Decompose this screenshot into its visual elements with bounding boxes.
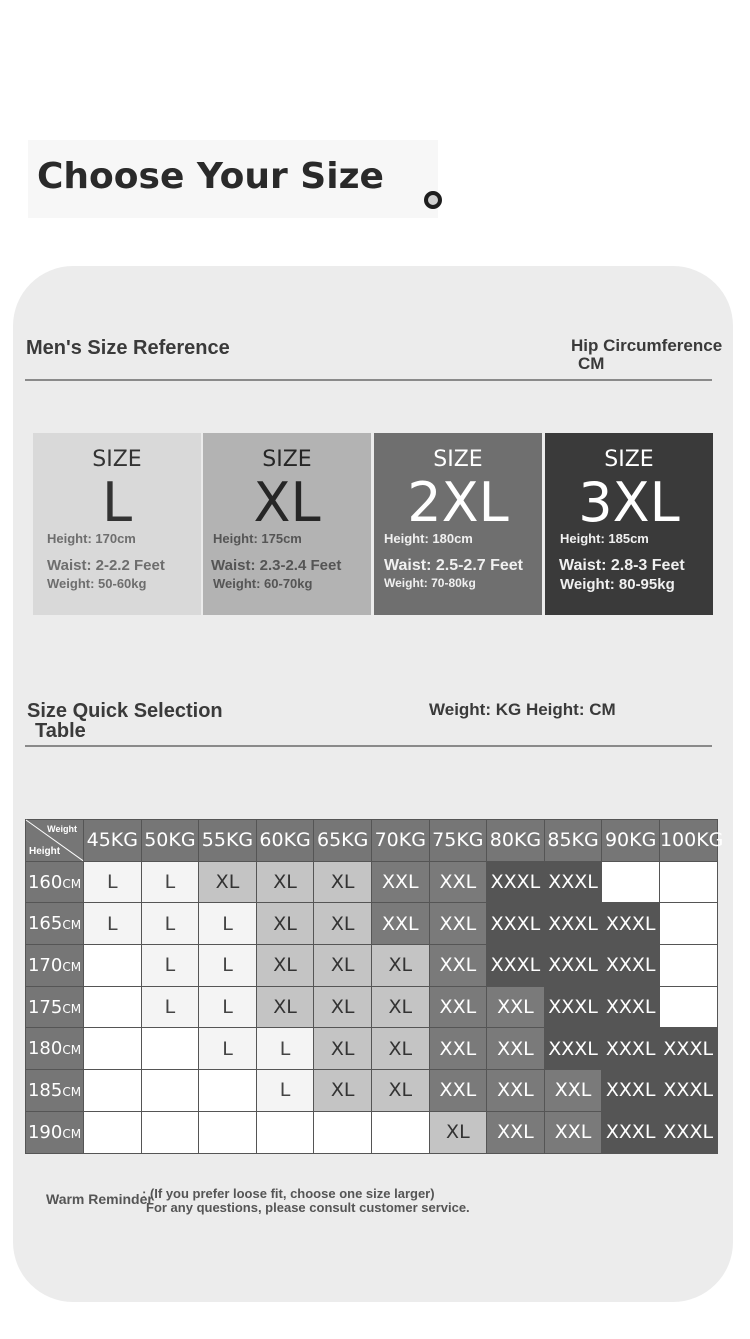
size-cell: XXXL	[544, 903, 602, 945]
size-cell: XXXL	[602, 1111, 660, 1153]
weight-column-header: 100KG	[659, 820, 717, 862]
weight-column-header: 80KG	[487, 820, 545, 862]
size-cell	[141, 1028, 199, 1070]
quick-heading-line2: Table	[35, 720, 86, 742]
size-cell: XXXL	[487, 903, 545, 945]
size-code: L	[101, 471, 133, 534]
size-cell: XXXL	[544, 945, 602, 987]
size-cell: L	[256, 1028, 314, 1070]
hip-circumference-label: Hip Circumference	[571, 336, 723, 355]
size-cell: XXL	[429, 945, 487, 987]
size-code: 2XL	[407, 471, 509, 534]
size-cell: XL	[429, 1111, 487, 1153]
size-cell: L	[199, 903, 257, 945]
size-cell	[659, 861, 717, 903]
height-row-header	[26, 1111, 84, 1153]
reference-divider	[25, 379, 712, 381]
height-unit: CM	[62, 959, 82, 974]
size-cell: XXL	[429, 1028, 487, 1070]
size-cell: XL	[256, 861, 314, 903]
weight-column-header: 90KG	[602, 820, 660, 862]
table-body	[26, 861, 718, 1153]
corner-height-label: Height	[29, 845, 61, 857]
height-row-header	[26, 1070, 84, 1112]
size-cell	[84, 1070, 142, 1112]
size-cell: XL	[256, 986, 314, 1028]
warm-reminder-label: Warm Reminder	[46, 1191, 153, 1207]
size-cell	[141, 1070, 199, 1112]
table-corner	[26, 820, 84, 862]
size-cell: XXL	[544, 1111, 602, 1153]
height-value: 170	[27, 954, 63, 976]
size-cell: L	[199, 945, 257, 987]
size-cell: XXL	[544, 1070, 602, 1112]
size-cell	[659, 903, 717, 945]
size-weight: Weight: 80-95kg	[560, 576, 675, 593]
size-weight: Weight: 50-60kg	[47, 576, 147, 591]
size-cell: XXXL	[487, 945, 545, 987]
size-cell: XL	[314, 861, 372, 903]
size-cell	[84, 986, 142, 1028]
quick-heading: Size Quick Selection	[27, 700, 223, 722]
height-unit: CM	[62, 1001, 82, 1016]
height-value: 160	[27, 871, 63, 893]
size-cell: XXXL	[602, 986, 660, 1028]
size-cell: XXL	[429, 1070, 487, 1112]
size-cell: XL	[314, 1070, 372, 1112]
size-card-xl	[203, 433, 371, 615]
height-value: 175	[27, 996, 63, 1018]
weight-column-header: 50KG	[141, 820, 199, 862]
size-waist: Waist: 2.5-2.7 Feet	[384, 557, 524, 574]
size-cell	[199, 1111, 257, 1153]
size-card-l	[33, 433, 201, 615]
height-unit: CM	[62, 918, 82, 933]
size-cell	[659, 945, 717, 987]
size-waist: Waist: 2.8-3 Feet	[559, 557, 685, 574]
table-row	[26, 945, 718, 987]
table-row	[26, 903, 718, 945]
size-word: SIZE	[92, 447, 142, 472]
size-cell: XXXL	[544, 861, 602, 903]
size-cell	[659, 986, 717, 1028]
corner-weight-label: Weight	[47, 824, 77, 834]
size-cell: XXXL	[602, 903, 660, 945]
size-cell: L	[256, 1070, 314, 1112]
size-code: 3XL	[578, 471, 680, 534]
height-unit: CM	[62, 876, 82, 891]
height-row-header	[26, 986, 84, 1028]
height-row-header	[26, 1028, 84, 1070]
size-height: Height: 185cm	[560, 531, 649, 546]
size-cell: L	[141, 861, 199, 903]
size-cell: XXL	[371, 861, 429, 903]
size-word: SIZE	[262, 447, 312, 472]
warm-reminder-contact: For any questions, please consult customer service.	[146, 1200, 470, 1215]
size-cell: XL	[371, 945, 429, 987]
table-row	[26, 986, 718, 1028]
size-cell	[371, 1111, 429, 1153]
size-cell	[84, 945, 142, 987]
size-height: Height: 170cm	[47, 531, 136, 546]
height-value: 190	[27, 1121, 63, 1143]
size-cell: XXXL	[487, 861, 545, 903]
warm-reminder-text: : (If you prefer loose fit, choose one size larger)	[142, 1186, 435, 1201]
size-cell	[141, 1111, 199, 1153]
size-cell: L	[199, 1028, 257, 1070]
size-cell: XL	[314, 945, 372, 987]
size-cell: XL	[371, 986, 429, 1028]
weight-column-header: 75KG	[429, 820, 487, 862]
table-row	[26, 1111, 718, 1153]
size-cell: XXL	[371, 903, 429, 945]
reference-heading: Men's Size Reference	[26, 337, 230, 359]
size-cell	[199, 1070, 257, 1112]
size-cell	[602, 861, 660, 903]
weight-column-header: 65KG	[314, 820, 372, 862]
size-cell: XL	[256, 903, 314, 945]
height-unit: CM	[62, 1043, 82, 1058]
weight-column-header: 70KG	[371, 820, 429, 862]
size-waist: Waist: 2.3-2.4 Feet	[211, 557, 342, 574]
size-cell: L	[141, 945, 199, 987]
size-cell	[84, 1111, 142, 1153]
size-cell: XXL	[487, 986, 545, 1028]
size-card-3xl	[545, 433, 713, 615]
quick-divider	[25, 745, 712, 747]
table-row	[26, 1070, 718, 1112]
size-selection-table	[25, 819, 724, 1154]
size-cell: L	[141, 903, 199, 945]
size-cell: XXXL	[602, 1070, 660, 1112]
height-row-header	[26, 945, 84, 987]
size-cell: XXXL	[544, 986, 602, 1028]
height-value: 185	[27, 1079, 63, 1101]
size-cell: L	[199, 986, 257, 1028]
size-cell: XL	[314, 903, 372, 945]
height-value: 165	[27, 913, 63, 935]
size-height: Height: 175cm	[213, 531, 302, 546]
weight-column-header: 55KG	[199, 820, 257, 862]
size-cell: XXXL	[659, 1028, 717, 1070]
height-value: 180	[27, 1038, 63, 1060]
height-unit: CM	[62, 1084, 82, 1099]
hip-unit-label: CM	[578, 354, 605, 373]
units-label: Weight: KG Height: CM	[429, 700, 616, 719]
size-cell: XXXL	[544, 1028, 602, 1070]
size-weight: Weight: 60-70kg	[213, 576, 313, 591]
size-word: SIZE	[433, 447, 483, 472]
weight-column-header: 45KG	[84, 820, 142, 862]
size-weight: Weight: 70-80kg	[384, 576, 476, 590]
size-cell: XL	[371, 1028, 429, 1070]
size-cell: XXL	[487, 1070, 545, 1112]
size-waist: Waist: 2-2.2 Feet	[47, 557, 165, 574]
size-cell: XL	[314, 986, 372, 1028]
size-code: XL	[253, 471, 321, 534]
table-row	[26, 1028, 718, 1070]
size-cell: XXL	[429, 986, 487, 1028]
weight-column-header: 60KG	[256, 820, 314, 862]
height-row-header	[26, 861, 84, 903]
ring-icon	[424, 191, 442, 209]
size-cell: XXXL	[659, 1070, 717, 1112]
size-cell: XXL	[429, 903, 487, 945]
table-row	[26, 861, 718, 903]
weight-column-header: 85KG	[544, 820, 602, 862]
table-header-row	[26, 820, 718, 862]
size-cell	[256, 1111, 314, 1153]
size-cell: XL	[371, 1070, 429, 1112]
size-cell: L	[84, 903, 142, 945]
size-cell: L	[141, 986, 199, 1028]
size-cell: L	[84, 861, 142, 903]
size-height: Height: 180cm	[384, 531, 473, 546]
size-card-2xl	[374, 433, 542, 615]
size-cell: XL	[314, 1028, 372, 1070]
size-cell: XXL	[487, 1111, 545, 1153]
size-cell: XXXL	[602, 945, 660, 987]
size-cell	[314, 1111, 372, 1153]
size-cell: XL	[256, 945, 314, 987]
height-row-header	[26, 903, 84, 945]
size-cell: XXL	[487, 1028, 545, 1070]
size-cell: XXXL	[659, 1111, 717, 1153]
size-word: SIZE	[604, 447, 654, 472]
height-unit: CM	[62, 1126, 82, 1141]
size-cell: XXXL	[602, 1028, 660, 1070]
size-cell	[84, 1028, 142, 1070]
size-cell: XXL	[429, 861, 487, 903]
page-title: Choose Your Size	[37, 156, 384, 197]
size-cell: XL	[199, 861, 257, 903]
